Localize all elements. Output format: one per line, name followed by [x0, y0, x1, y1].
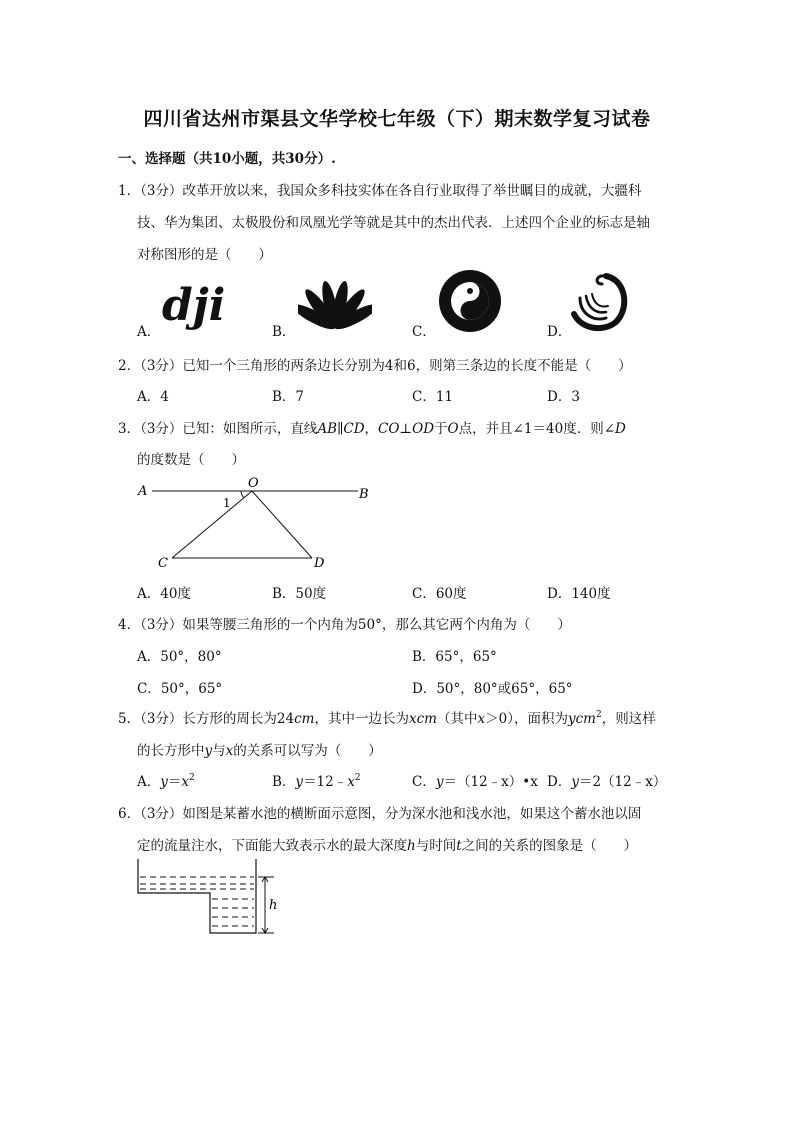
q1-line3: 对称图形的是（ ） [137, 247, 272, 263]
label-a: A [138, 484, 148, 499]
q3-line2: 的度数是（ ） [137, 452, 245, 468]
q4-option-b: B．65°，65° [412, 649, 497, 665]
dji-logo [160, 280, 240, 330]
q2-option-b: B．7 [272, 389, 305, 405]
label-b: B [359, 487, 369, 502]
dji-logo-text: dji [162, 280, 226, 330]
q3-option-d: D．140度 [547, 586, 611, 602]
q1-line2: 技、华为集团、太极股份和凤凰光学等就是其中的杰出代表．上述四个企业的标志是轴 [137, 215, 650, 231]
q6-reservoir-figure [134, 855, 284, 939]
taiji-logo [437, 268, 503, 334]
q2-stem: 2．（3分）已知一个三角形的两条边长分别为4和6，则第三条边的长度不能是（ ） [118, 358, 632, 374]
q3-option-a: A．40度 [137, 586, 191, 602]
angle-1-arc [241, 491, 244, 498]
q1-option-a: A． [137, 324, 161, 340]
line-oc [172, 491, 252, 558]
label-c: C [158, 556, 168, 571]
q6-line2: 定的流量注水，下面能大致表示水的最大深度h与时间t之间的关系的图象是（ ） [137, 838, 638, 854]
q6-line1: 6．（3分）如图是某蓄水池的横断面示意图，分为深水池和浅水池，如果这个蓄水池以固 [118, 806, 642, 822]
label-angle-1: 1 [223, 496, 231, 510]
q4-option-c: C．50°，65° [137, 681, 223, 697]
q5-line1: 5．（3分）长方形的周长为24cm，其中一边长为xcm（其中x＞0），面积为ycm$^2$，则这样 [118, 710, 656, 727]
q5-option-c: C．y＝（12﹣x）•x [412, 774, 538, 790]
q3-option-c: C．60度 [412, 586, 467, 602]
q3-geometry-figure [130, 470, 390, 574]
q2-option-c: C．11 [412, 389, 454, 405]
q2-option-d: D．3 [547, 389, 580, 405]
q5-option-d: D．y＝2（12﹣x） [547, 774, 667, 790]
q3-option-b: B．50度 [272, 586, 327, 602]
q1-option-d: D． [547, 324, 572, 340]
q4-option-a: A．50°，80° [137, 649, 222, 665]
label-d: D [314, 556, 325, 571]
label-o: O [248, 476, 259, 491]
label-h: h [269, 898, 278, 913]
q1-option-c: C． [412, 324, 436, 340]
huawei-logo [298, 274, 372, 332]
page-title: 四川省达州市渠县文华学校七年级（下）期末数学复习试卷 [143, 108, 651, 130]
q5-option-a: A．$y=x^2$ [137, 773, 195, 790]
q1-line1: 1．（3分）改革开放以来，我国众多科技实体在各自行业取得了举世瞩目的成就，大疆科 [118, 183, 642, 199]
q5-line2: 的长方形中y与x的关系可以写为（ ） [137, 743, 382, 759]
q1-option-b: B． [272, 324, 296, 340]
q4-option-d: D．50°，80°或65°，65° [412, 681, 573, 697]
reservoir-outline [138, 859, 256, 933]
phoenix-logo [566, 268, 634, 336]
line-od [252, 491, 312, 558]
q2-option-a: A．4 [137, 389, 169, 405]
q3-line1: 3．（3分）已知：如图所示，直线AB∥CD，CO⊥OD于O点，并且∠1＝40度．则∠D [118, 421, 626, 437]
q4-stem: 4．（3分）如果等腰三角形的一个内角为50°，那么其它两个内角为（ ） [118, 617, 571, 633]
section-heading: 一、选择题（共10小题，共30分）. [118, 151, 336, 167]
q5-option-b: B．$y=12﹣x^2$ [272, 773, 361, 790]
